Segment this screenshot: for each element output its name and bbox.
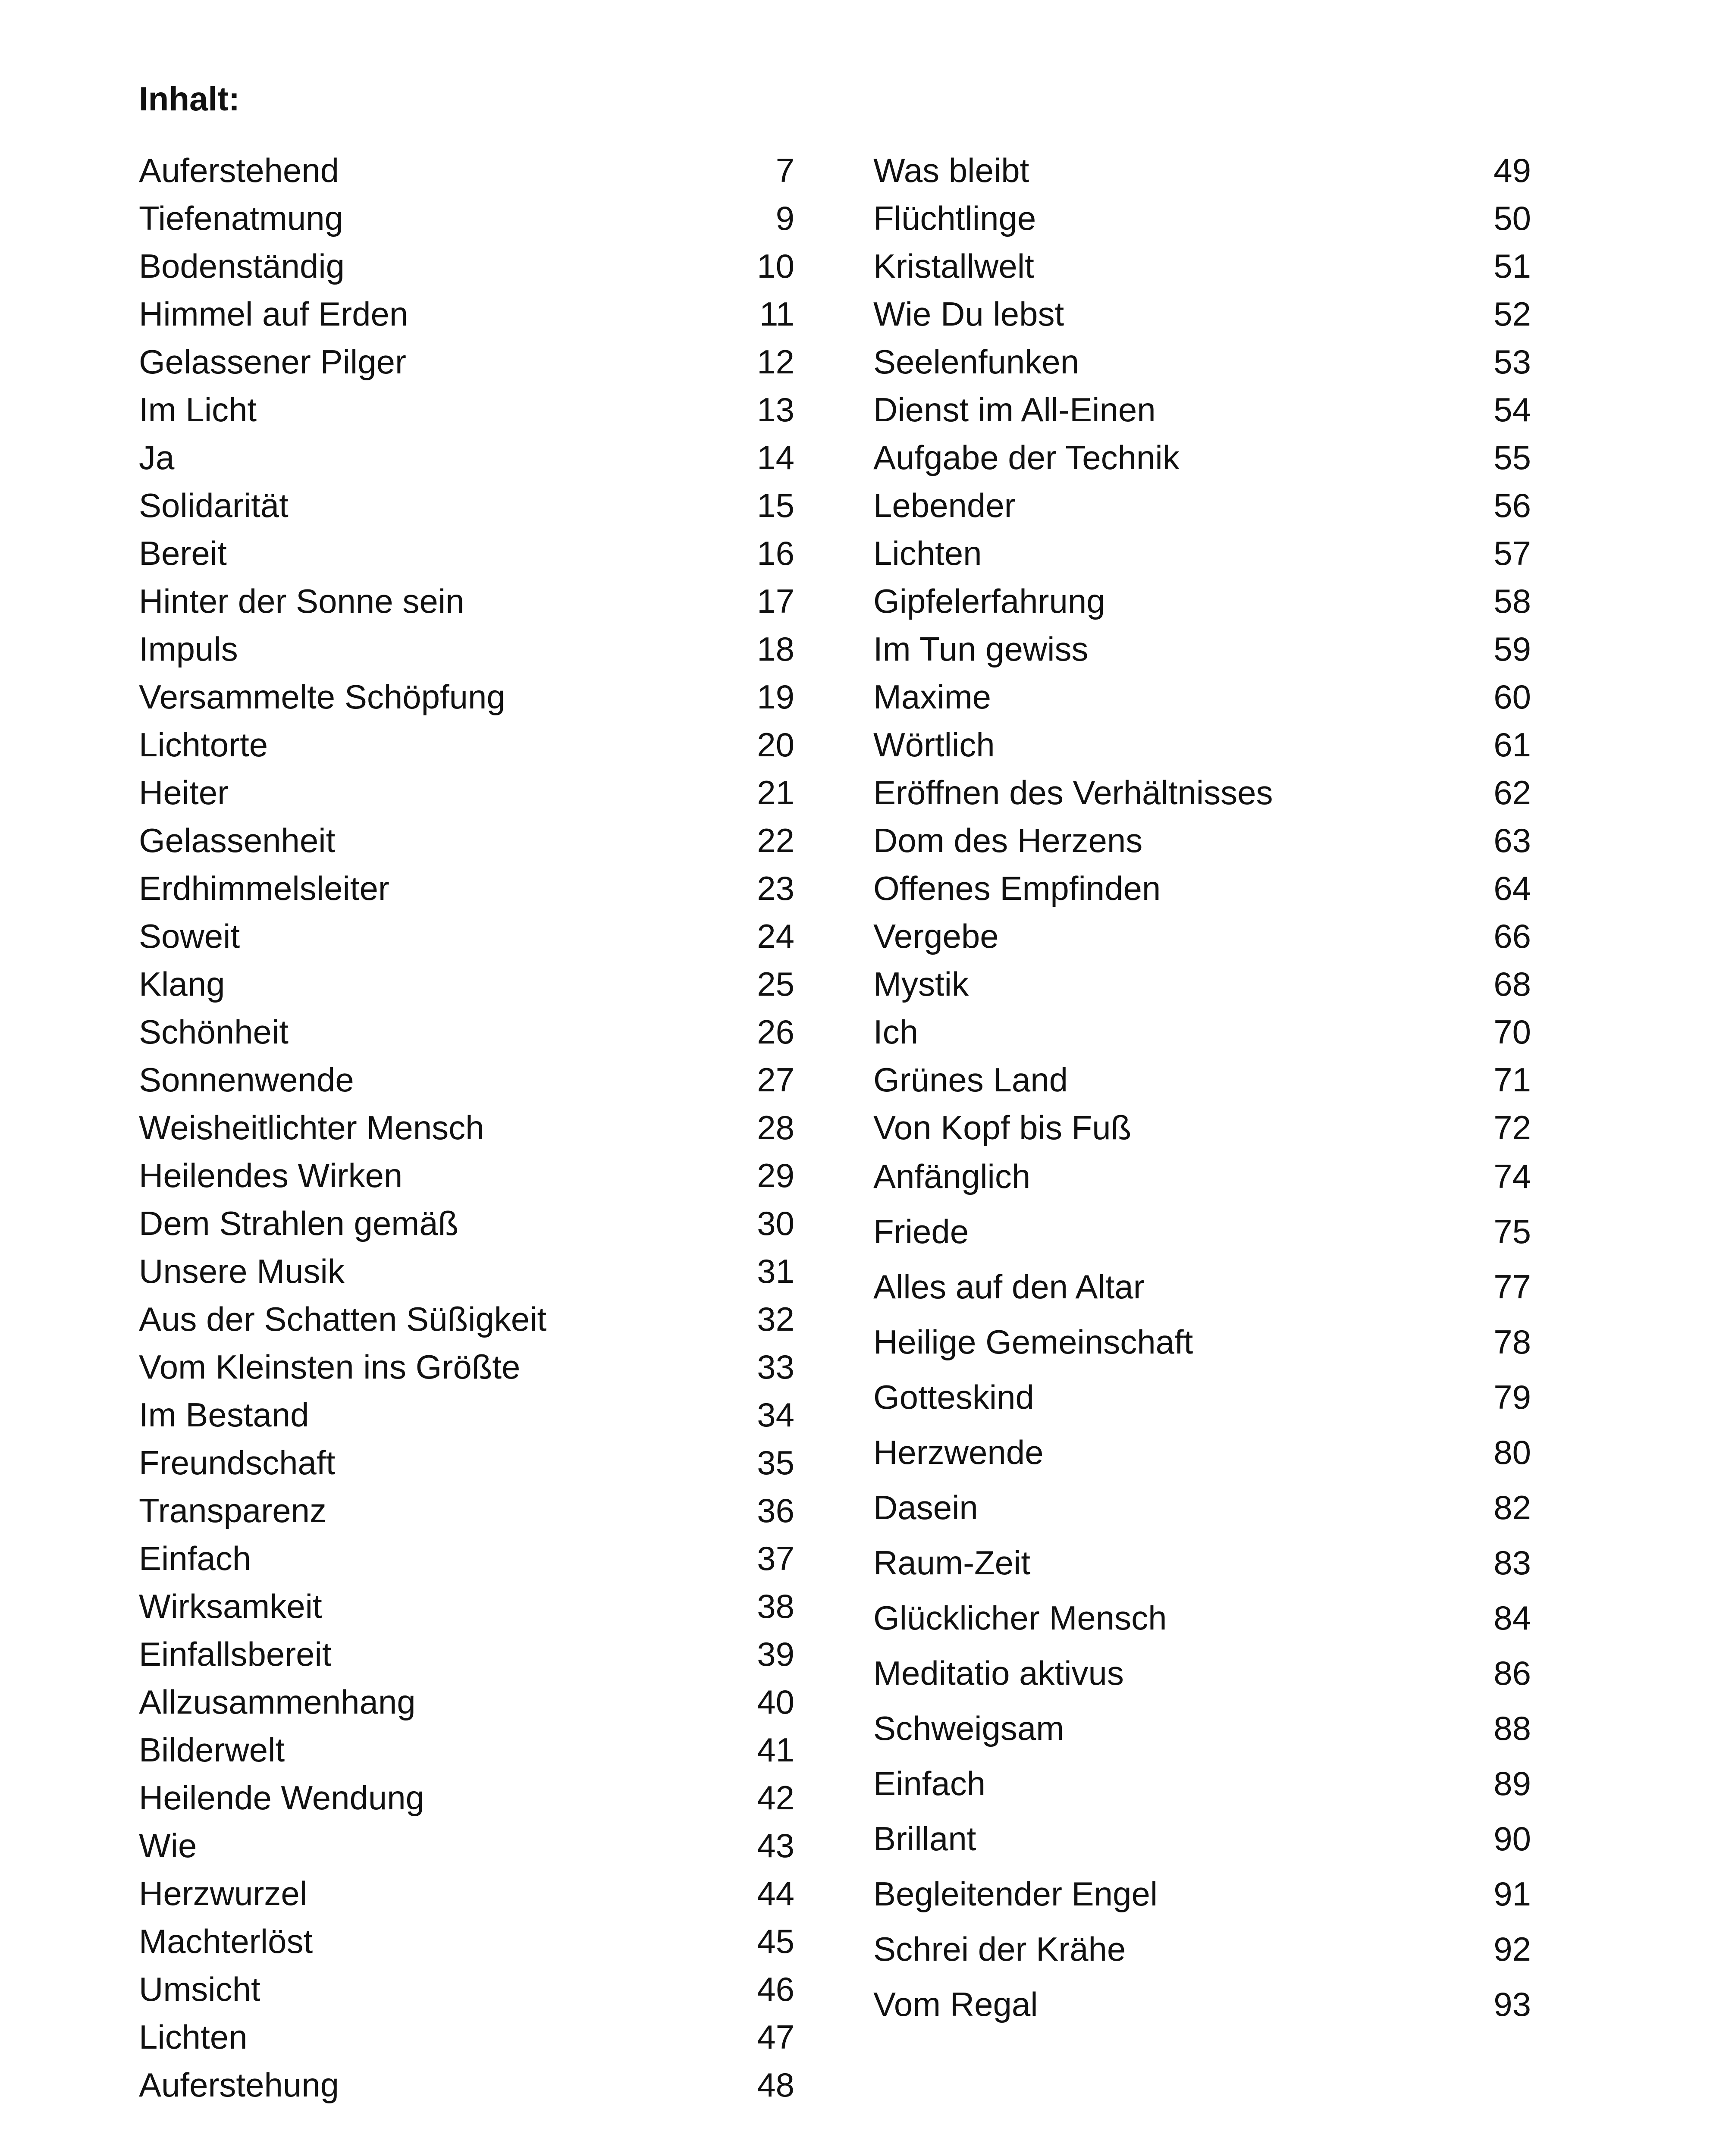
toc-entry — [873, 675, 1531, 718]
toc-entry — [139, 532, 794, 575]
toc-entry — [873, 1320, 1531, 1363]
toc-entry — [139, 627, 794, 671]
toc-entry-title: Herzwurzel — [139, 1874, 307, 1912]
toc-entry — [139, 819, 794, 862]
toc-entry-page-number: 12 — [757, 343, 794, 381]
toc-entry — [873, 292, 1531, 335]
toc-entry — [139, 1297, 794, 1341]
toc-entry-page-number: 70 — [1494, 1013, 1531, 1051]
toc-entry-title: Ja — [139, 439, 175, 476]
toc-entry-title: Impuls — [139, 630, 238, 668]
toc-entry-page-number: 21 — [757, 774, 794, 812]
toc-entry-page-number: 92 — [1494, 1930, 1531, 1968]
toc-entry-title: Heiter — [139, 774, 229, 812]
toc-entry-page-number: 53 — [1494, 343, 1531, 381]
toc-entry-page-number: 31 — [757, 1252, 794, 1290]
toc-entry — [873, 244, 1531, 288]
toc-entry-page-number: 40 — [757, 1683, 794, 1721]
toc-entry-page-number: 32 — [757, 1300, 794, 1338]
toc-entry-page-number: 93 — [1494, 1985, 1531, 2023]
toc-entry-title: Was bleibt — [873, 151, 1029, 189]
toc-entry — [873, 1651, 1531, 1695]
toc-entry-page-number: 20 — [757, 726, 794, 764]
toc-entry-page-number: 43 — [757, 1827, 794, 1865]
toc-entry — [139, 1489, 794, 1532]
toc-entry-page-number: 16 — [757, 534, 794, 572]
toc-entry-title: Lichten — [873, 534, 982, 572]
toc-entry-title: Vom Regal — [873, 1985, 1038, 2023]
toc-entry-page-number: 27 — [757, 1061, 794, 1099]
toc-entry-title: Im Licht — [139, 391, 257, 429]
toc-entry-title: Wörtlich — [873, 726, 995, 764]
toc-entry-title: Seelenfunken — [873, 343, 1079, 381]
toc-entry-page-number: 42 — [757, 1779, 794, 1817]
toc-entry-title: Tiefenatmung — [139, 199, 344, 237]
toc-entry — [139, 1202, 794, 1245]
toc-entry-page-number: 84 — [1494, 1599, 1531, 1637]
toc-entry-title: Eröffnen des Verhältnisses — [873, 774, 1273, 812]
toc-entry — [873, 1817, 1531, 1860]
toc-entry — [139, 197, 794, 240]
toc-entry — [139, 1393, 794, 1436]
toc-entry — [139, 771, 794, 814]
toc-entry-title: Lebender — [873, 486, 1016, 524]
toc-entry-title: Unsere Musik — [139, 1252, 345, 1290]
toc-entry — [873, 1541, 1531, 1584]
toc-entry — [139, 1537, 794, 1580]
toc-entry — [139, 2063, 794, 2106]
toc-entry-page-number: 77 — [1494, 1268, 1531, 1306]
toc-entry-title: Dem Strahlen gemäß — [139, 1204, 459, 1242]
toc-entry-title: Friede — [873, 1213, 969, 1250]
toc-entry-page-number: 63 — [1494, 821, 1531, 859]
toc-entry — [873, 1155, 1531, 1198]
toc-entry — [139, 867, 794, 910]
toc-entry-title: Gelassener Pilger — [139, 343, 406, 381]
toc-entry-title: Dasein — [873, 1489, 978, 1526]
toc-entry — [139, 1345, 794, 1388]
toc-entry-page-number: 30 — [757, 1204, 794, 1242]
toc-entry-title: Kristallwelt — [873, 247, 1034, 285]
toc-entry-title: Vom Kleinsten ins Größte — [139, 1348, 521, 1386]
toc-entry — [873, 197, 1531, 240]
toc-entry — [139, 292, 794, 335]
toc-entry — [873, 1927, 1531, 1971]
toc-entry — [873, 1707, 1531, 1750]
toc-entry-title: Einfach — [139, 1539, 251, 1577]
toc-entry — [873, 1210, 1531, 1253]
toc-entry — [873, 771, 1531, 814]
toc-entry-page-number: 35 — [757, 1444, 794, 1482]
toc-entry-page-number: 86 — [1494, 1654, 1531, 1692]
toc-entry-title: Schweigsam — [873, 1709, 1064, 1747]
toc-entry-title: Alles auf den Altar — [873, 1268, 1145, 1306]
toc-entry — [873, 532, 1531, 575]
toc-entry-title: Versammelte Schöpfung — [139, 678, 505, 716]
toc-entry-title: Gelassenheit — [139, 821, 336, 859]
toc-entry-page-number: 88 — [1494, 1709, 1531, 1747]
toc-entry — [873, 867, 1531, 910]
toc-entry-page-number: 57 — [1494, 534, 1531, 572]
toc-entry — [873, 723, 1531, 766]
toc-entry-page-number: 68 — [1494, 965, 1531, 1003]
toc-entry-title: Heilige Gemeinschaft — [873, 1323, 1193, 1361]
toc-entry — [139, 1824, 794, 1867]
toc-entry-title: Wie — [139, 1827, 197, 1865]
toc-entry — [139, 915, 794, 958]
toc-entry-page-number: 59 — [1494, 630, 1531, 668]
toc-entry-title: Maxime — [873, 678, 992, 716]
toc-entry — [873, 1596, 1531, 1639]
toc-entry-page-number: 14 — [757, 439, 794, 476]
toc-entry-page-number: 82 — [1494, 1489, 1531, 1526]
toc-entry-page-number: 66 — [1494, 917, 1531, 955]
toc-entry-page-number: 91 — [1494, 1875, 1531, 1913]
toc-entry-page-number: 74 — [1494, 1157, 1531, 1195]
toc-entry — [873, 627, 1531, 671]
toc-entry-title: Schrei der Krähe — [873, 1930, 1126, 1968]
toc-entry — [139, 675, 794, 718]
toc-entry — [139, 388, 794, 431]
toc-entry-page-number: 7 — [775, 151, 794, 189]
toc-entry-title: Weisheitlichter Mensch — [139, 1109, 484, 1147]
toc-entry-page-number: 39 — [757, 1635, 794, 1673]
toc-entry-title: Dienst im All-Einen — [873, 391, 1156, 429]
toc-entry — [139, 1058, 794, 1101]
toc-entry-page-number: 55 — [1494, 439, 1531, 476]
toc-entry — [873, 1106, 1531, 1149]
toc-entry — [139, 149, 794, 192]
toc-entry-page-number: 38 — [757, 1587, 794, 1625]
toc-entry-title: Aufgabe der Technik — [873, 439, 1180, 476]
toc-entry — [873, 1983, 1531, 2026]
toc-entry — [873, 1010, 1531, 1053]
toc-entry-page-number: 13 — [757, 391, 794, 429]
toc-entry-title: Auferstehung — [139, 2066, 339, 2104]
toc-entry-title: Einfach — [873, 1764, 986, 1802]
toc-entry-title: Schönheit — [139, 1013, 289, 1051]
toc-left-column — [139, 0, 794, 2156]
toc-entry-page-number: 78 — [1494, 1323, 1531, 1361]
toc-entry-title: Flüchtlinge — [873, 199, 1036, 237]
toc-right-column — [873, 0, 1531, 2156]
toc-entry-page-number: 26 — [757, 1013, 794, 1051]
toc-entry-page-number: 60 — [1494, 678, 1531, 716]
toc-entry-title: Wie Du lebst — [873, 295, 1064, 333]
toc-entry — [873, 484, 1531, 527]
toc-entry-page-number: 36 — [757, 1492, 794, 1529]
toc-entry — [873, 962, 1531, 1006]
toc-entry-page-number: 15 — [757, 486, 794, 524]
toc-entry-page-number: 10 — [757, 247, 794, 285]
toc-entry-title: Im Bestand — [139, 1396, 309, 1434]
toc-entry-page-number: 62 — [1494, 774, 1531, 812]
toc-entry-title: Dom des Herzens — [873, 821, 1143, 859]
toc-entry-page-number: 37 — [757, 1539, 794, 1577]
toc-entry-title: Umsicht — [139, 1970, 260, 2008]
toc-entry-page-number: 23 — [757, 869, 794, 907]
toc-entry-page-number: 50 — [1494, 199, 1531, 237]
toc-entry-page-number: 11 — [759, 295, 794, 333]
toc-entry-title: Ich — [873, 1013, 919, 1051]
toc-entry-title: Heilende Wendung — [139, 1779, 425, 1817]
toc-title: Inhalt: — [139, 80, 240, 118]
toc-entry-title: Vergebe — [873, 917, 999, 955]
toc-entry-page-number: 46 — [757, 1970, 794, 2008]
toc-entry — [139, 1106, 794, 1149]
toc-entry — [139, 1680, 794, 1724]
toc-entry-page-number: 9 — [775, 199, 794, 237]
toc-entry — [873, 388, 1531, 431]
toc-entry-page-number: 18 — [757, 630, 794, 668]
toc-entry-page-number: 51 — [1494, 247, 1531, 285]
toc-entry — [139, 1250, 794, 1293]
toc-entry-title: Grünes Land — [873, 1061, 1068, 1099]
toc-entry — [873, 1486, 1531, 1529]
toc-entry-title: Im Tun gewiss — [873, 630, 1089, 668]
toc-entry-page-number: 49 — [1494, 151, 1531, 189]
toc-entry-page-number: 25 — [757, 965, 794, 1003]
toc-entry — [139, 436, 794, 479]
toc-entry-page-number: 52 — [1494, 295, 1531, 333]
toc-entry-page-number: 54 — [1494, 391, 1531, 429]
toc-entry — [139, 1010, 794, 1053]
toc-entry-title: Lichten — [139, 2018, 248, 2056]
toc-entry-title: Heilendes Wirken — [139, 1156, 403, 1194]
toc-entry-page-number: 75 — [1494, 1213, 1531, 1250]
toc-entry-page-number: 34 — [757, 1396, 794, 1434]
toc-entry-page-number: 80 — [1494, 1433, 1531, 1471]
toc-entry-title: Wirksamkeit — [139, 1587, 322, 1625]
toc-entry-title: Von Kopf bis Fuß — [873, 1109, 1132, 1147]
toc-entry — [873, 819, 1531, 862]
toc-entry — [873, 915, 1531, 958]
toc-entry-title: Transparenz — [139, 1492, 326, 1529]
toc-entry-page-number: 17 — [757, 582, 794, 620]
toc-entry-page-number: 83 — [1494, 1544, 1531, 1582]
toc-entry — [139, 580, 794, 623]
toc-entry — [139, 1728, 794, 1771]
toc-entry — [139, 1872, 794, 1915]
toc-entry — [139, 484, 794, 527]
toc-entry-title: Himmel auf Erden — [139, 295, 408, 333]
toc-entry-title: Begleitender Engel — [873, 1875, 1158, 1913]
toc-entry-title: Raum-Zeit — [873, 1544, 1031, 1582]
toc-entry-title: Glücklicher Mensch — [873, 1599, 1167, 1637]
toc-entry — [139, 1633, 794, 1676]
toc-entry — [139, 1441, 794, 1484]
toc-entry — [873, 149, 1531, 192]
toc-entry-title: Machterlöst — [139, 1922, 313, 1960]
toc-entry — [873, 1058, 1531, 1101]
toc-entry-page-number: 90 — [1494, 1820, 1531, 1858]
toc-entry-page-number: 79 — [1494, 1378, 1531, 1416]
toc-entry-title: Bodenständig — [139, 247, 345, 285]
toc-entry-page-number: 56 — [1494, 486, 1531, 524]
toc-entry-title: Auferstehend — [139, 151, 339, 189]
toc-entry-title: Sonnenwende — [139, 1061, 354, 1099]
toc-entry-title: Offenes Empfinden — [873, 869, 1161, 907]
toc-entry-page-number: 64 — [1494, 869, 1531, 907]
toc-entry-page-number: 19 — [757, 678, 794, 716]
toc-entry — [139, 244, 794, 288]
toc-entry-page-number: 71 — [1494, 1061, 1531, 1099]
toc-entry-page-number: 24 — [757, 917, 794, 955]
toc-entry-page-number: 28 — [757, 1109, 794, 1147]
toc-entry — [873, 1431, 1531, 1474]
toc-entry-title: Lichtorte — [139, 726, 268, 764]
toc-entry-page-number: 48 — [757, 2066, 794, 2104]
toc-entry-title: Freundschaft — [139, 1444, 336, 1482]
toc-entry-title: Solidarität — [139, 486, 289, 524]
toc-entry — [139, 1968, 794, 2011]
toc-entry-page-number: 44 — [757, 1874, 794, 1912]
toc-entry — [873, 1376, 1531, 1419]
toc-entry-page-number: 89 — [1494, 1764, 1531, 1802]
toc-entry — [873, 436, 1531, 479]
toc-entry-title: Meditatio aktivus — [873, 1654, 1124, 1692]
toc-entry-title: Bilderwelt — [139, 1731, 285, 1769]
toc-entry-page-number: 58 — [1494, 582, 1531, 620]
toc-entry-page-number: 29 — [757, 1156, 794, 1194]
toc-entry-page-number: 72 — [1494, 1109, 1531, 1147]
toc-entry-title: Mystik — [873, 965, 969, 1003]
toc-entry — [139, 340, 794, 383]
toc-entry — [873, 340, 1531, 383]
toc-entry-title: Brillant — [873, 1820, 976, 1858]
toc-entry — [873, 1265, 1531, 1308]
toc-entry — [139, 962, 794, 1006]
toc-entry — [873, 580, 1531, 623]
toc-entry — [873, 1872, 1531, 1915]
toc-entry — [139, 1920, 794, 1963]
toc-entry-title: Aus der Schatten Süßigkeit — [139, 1300, 547, 1338]
toc-entry-page-number: 33 — [757, 1348, 794, 1386]
toc-entry-title: Anfänglich — [873, 1157, 1031, 1195]
toc-entry — [139, 1776, 794, 1819]
toc-entry-title: Soweit — [139, 917, 240, 955]
toc-entry-page-number: 61 — [1494, 726, 1531, 764]
toc-entry — [139, 1154, 794, 1197]
toc-entry-title: Einfallsbereit — [139, 1635, 332, 1673]
toc-entry-title: Allzusammenhang — [139, 1683, 416, 1721]
toc-entry-page-number: 41 — [757, 1731, 794, 1769]
toc-entry — [873, 1762, 1531, 1805]
toc-entry-title: Hinter der Sonne sein — [139, 582, 464, 620]
toc-entry-title: Gotteskind — [873, 1378, 1034, 1416]
toc-entry-title: Bereit — [139, 534, 227, 572]
toc-entry-page-number: 45 — [757, 1922, 794, 1960]
toc-entry-title: Klang — [139, 965, 225, 1003]
toc-entry-title: Herzwende — [873, 1433, 1044, 1471]
toc-entry-title: Gipfelerfahrung — [873, 582, 1105, 620]
toc-entry — [139, 723, 794, 766]
toc-entry — [139, 1585, 794, 1628]
toc-entry — [139, 2015, 794, 2059]
toc-entry-title: Erdhimmelsleiter — [139, 869, 389, 907]
toc-entry-page-number: 47 — [757, 2018, 794, 2056]
toc-entry-page-number: 22 — [757, 821, 794, 859]
